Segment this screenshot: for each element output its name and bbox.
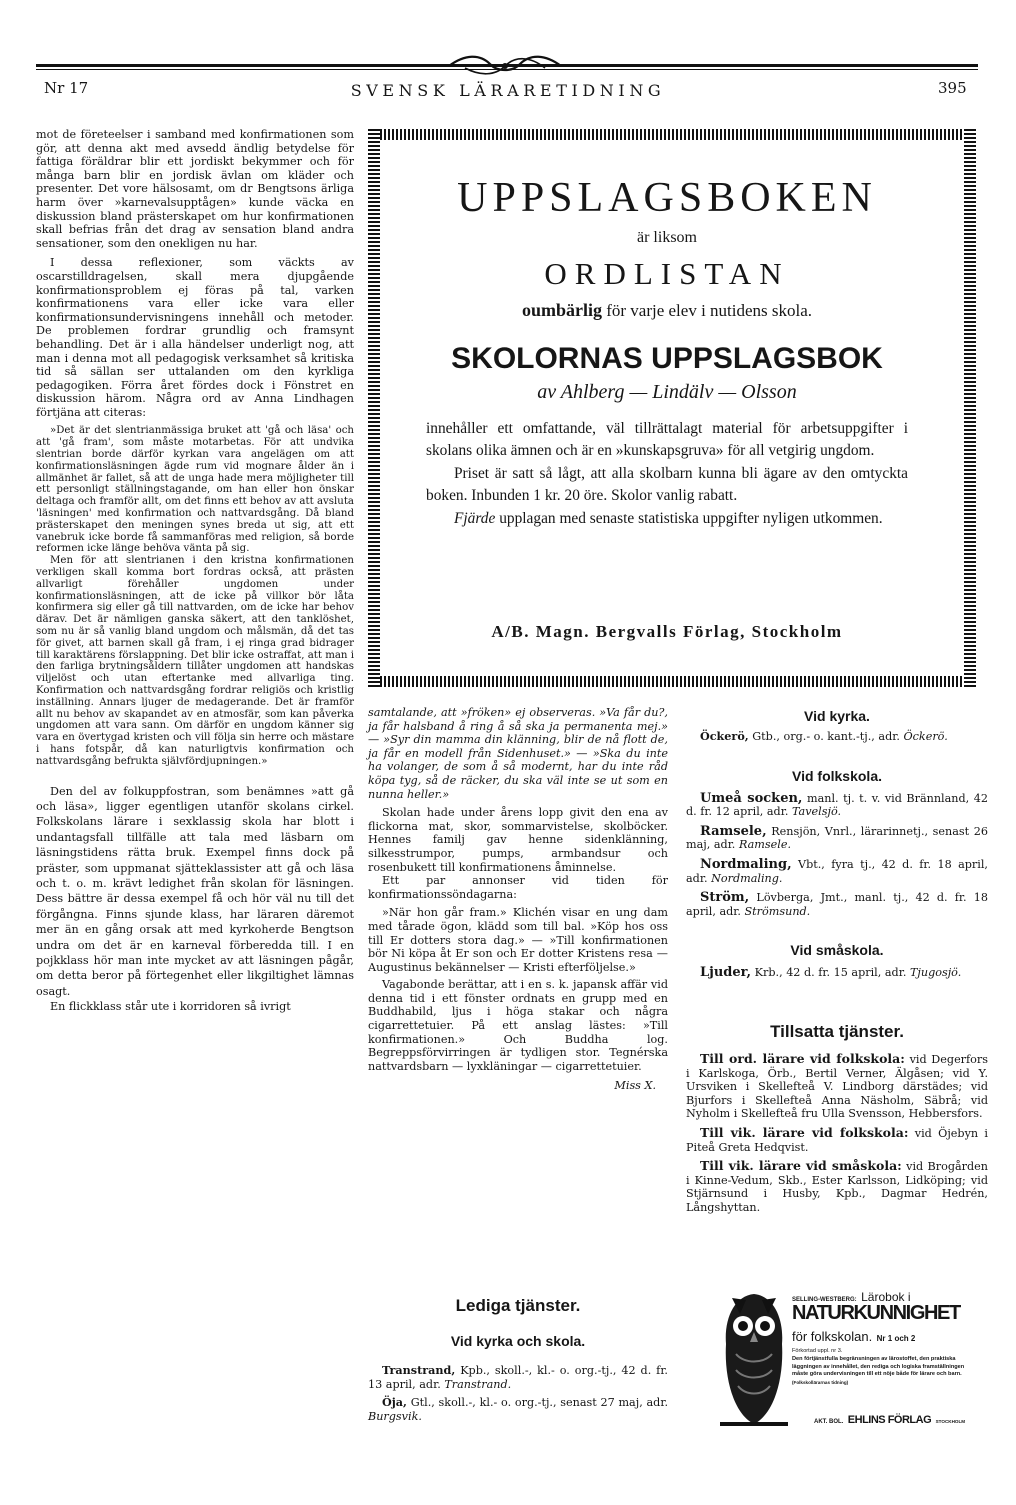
vacancy-entry	[686, 730, 988, 744]
kyrka-skola-heading	[368, 1333, 668, 1349]
entry-text: manl. tj. t. v. vid Brännland, 42 d. fr. 12 april, adr.	[686, 791, 988, 819]
owl-ad-desc-text: Den förtjänstfulla begränsningen av lärostoffet, den praktiska läggningen av innehållet, den rediga och logiska framställningen måste göra undervisningen till ett nöje både för lärare och barn.	[792, 1356, 965, 1378]
entry-place: Öckerö,	[700, 729, 749, 743]
entry-text: Gtb., org.- o. kant.-tj., adr.	[752, 730, 900, 743]
vacancy-list	[368, 1364, 668, 1423]
entry-address: Transtrand.	[444, 1377, 512, 1391]
ad-title-2: ORDLISTAN	[544, 256, 790, 291]
appointment-label: Till vik. lärare vid folkskola:	[700, 1124, 909, 1140]
owl-ad-publisher-pre: AKT. BOL.	[814, 1419, 844, 1425]
entry-place: Nordmaling,	[700, 856, 792, 872]
entry-address: Nordmaling.	[711, 871, 783, 885]
vacancy-entry	[686, 825, 988, 852]
owl-ad-publisher-city: STOCKHOLM	[935, 1419, 966, 1424]
ad-authors: av Ahlberg — Lindälv — Olsson	[537, 381, 797, 403]
paragraph: »När hon går fram.» Klichén visar en ung dam med tårade ögon, klädd som till bal. »Köp hos oss till Er dotters stora dag.» — »Till konfirmationen bör Ni köpa åt Er son och Er dotter Kristens resa — Augustinus bekännelser — Kristi efterföljelse.»	[368, 906, 668, 974]
entry-address: Burgsvik.	[368, 1409, 422, 1423]
entry-address: Öckerö.	[903, 730, 948, 743]
journal-title: SVENSK LÄRARETIDNING	[350, 81, 666, 100]
owl-ad-laro: Lärobok i	[861, 1290, 911, 1304]
entry-text: Lövberga, Jmt., manl. tj., 42 d. fr. 18 april, adr.	[686, 891, 989, 918]
middle-column	[368, 706, 668, 1093]
owl-ad-subtitle-line	[792, 1328, 915, 1346]
page-number: 395	[938, 79, 967, 97]
vacancy-entry	[686, 891, 988, 918]
ad-tag-bold: oumbärlig	[521, 300, 602, 320]
entry-place: Ramsele,	[700, 823, 767, 839]
quote-paragraph: »Det är det slentrianmässiga bruket att 'gå och läsa' och att 'gå fram', som måste motarbetas. För att undvika slentrian borde därför kyrkan vara angelägen om att konfirmationsläsningen ägde rum vid mognare ålder än i allmänhet är fallet, så att de unga hade mera möjligheter till ett personligt ställningstagande, om han eller hon önskar deltaga och framför allt, om det finns ett behov av att avsluta 'läsningen' med konfirmation och nattvardsgång. Då bland prästerskapet den meningen synes breda ut sig, att ett vanebruk icke borde få sammanföras med religion, så borde reformen icke länge behöva vänta på sig.	[36, 425, 354, 555]
entry-address: Strömsund.	[744, 904, 811, 918]
ad-title: UPPSLAGSBOKEN	[457, 175, 877, 221]
entry-address: Tavelsjö.	[791, 805, 842, 819]
ad-body-3-text: upplagan med senaste statistiska uppgifter nyligen utkommen.	[499, 509, 883, 527]
ad-body	[426, 418, 908, 530]
paragraph: Den del av folkuppfostran, som benämnes »att gå och läsa», ligger egentligen utanför skolans cirkel. Folkskolans lärare i sexklassig skola har blott i undantagsfall tillfälle att tala med läsbarn om läsningstidens rätta bruk. Exempel finns dock på präster, som uppmanat sjätteklassister att gå och läsa och t. o. m. krävt ledighet från skolan för läsningen. Dess bättre är dessa exempel få och hör väl nu till det förgångna. Finns sjunde klass, har läraren däremot mer än en gång orsak att med kyrkoherde Bengtson undra om det är en karneval förberedda till. I en pojkklass hör man inte mycket av att läsningen pågår, om detta beror på förtegenhet eller likgiltighet lämnas osagt.	[36, 784, 354, 998]
owl-ad-publisher: EHLINS FÖRLAG	[847, 1414, 932, 1426]
smaskola-heading: Vid småskola.	[790, 942, 884, 959]
left-column	[36, 128, 354, 1015]
ad-line: är liksom	[637, 229, 697, 246]
paragraph: Vagabonde berättar, att i en s. k. japansk affär vid denna tid i ett fönster ordnats en grupp med en Buddhabild, ljus i höga stakar och några cigarrettetuier. På ett anslag lästes: »Till konfirmationen.» Och Buddha log. Begreppsförvirringen är tydligen stor. Tegnérska nattvardsbarn — lyxkläningar — cigarrettetuier.	[368, 978, 668, 1073]
entry-place: Ström,	[700, 890, 750, 906]
ad-title-3: SKOLORNAS UPPSLAGSBOK	[451, 342, 883, 375]
owl-ad-edition: Förkortad uppl. nr 3.	[792, 1348, 843, 1354]
appointment-text: vid Brogården i Kinne-Vedum, Skb., Ester Karlsson, Lidköping; vid Stjärnsund i Husby, Kpb., Dagmar Hedrén, Långshyttan.	[686, 1160, 988, 1214]
owl-ad-subtitle: för folkskolan.	[792, 1329, 873, 1344]
entry-text: Krb., 42 d. fr. 15 april, adr.	[754, 966, 907, 980]
kyrka-skola-heading-text: Vid kyrka och skola.	[450, 1333, 586, 1349]
vacancy-entry	[368, 1396, 668, 1423]
naturkunnighet-ad	[706, 1280, 986, 1432]
entry-text: Kpb., skoll.-, kl.- o. org.-tj., 42 d. fr. 13 april, adr.	[368, 1364, 668, 1391]
tillsatta-heading: Tillsatta tjänster.	[770, 1021, 904, 1041]
quote-paragraph: Men för att slentrianen i den kristna konfirmationen verkligen skall komma bort fordras också, att prästen allvarligt förehåller ungdomen under konfirmationsläsningen, att de icke på villkor bör låta konfirmera sig eller gå till nattvarden, om de icke har behov därav. Det är nämligen ganska säkert, att den tanklöshet, som nu är så vanlig bland ungdom och målsmän, då det tas för givet, att barnen skall gå fram, i ej ringa grad bidrager till karaktärens förslappning. Det blir icke ostraffat, att man i den farliga brytningsåldern tillåter ungdomen att handskas viljelöst och utan eftertanke med allvarliga ting. Konfirmation och nattvardsgång fordrar religiös och kristlig inställning. Annars ljuger de medagerande. Det är framför allt nu behov av skapandet av en atmosfär, som kan påverka ungdomen att vara sann. Om därför en ungdom känner sig vara en övertygad kristen och vill följa sin herre och mästare i hans fotspår, då kan naturligtvis konfirmation och nattvardsgång befrukta självfördjupningen.»	[36, 555, 354, 767]
entry-place: Ljuder,	[700, 965, 752, 981]
lediga-heading	[368, 1296, 668, 1316]
paragraph: En flickklass står ute i korridoren så ivrigt	[50, 1000, 291, 1014]
paragraph: mot de företeelser i samband med konfirmationen som gör, att denna akt med avsedd ändlig betydelse för fattiga föräldrar blir ett jordiskt bekymmer och för många barn blir en jordisk ävlan om kläder och presenter. Det vore hälsosamt, om dr Bengtsons ärliga harm över »karnevalsupptågen» kunde väcka en diskussion bland prästerskapet om hur konfirmationen skall befrias från det drag av sensation bland andra sensationer, som den onekligen nu har.	[36, 128, 354, 250]
appointment-entry	[686, 1126, 988, 1154]
lediga-heading-text: Lediga tjänster.	[455, 1296, 581, 1315]
ad-body-3	[426, 508, 908, 530]
appointment-entry	[686, 1159, 988, 1214]
entry-address: Tjugosjö.	[909, 966, 962, 980]
kyrka-heading: Vid kyrka.	[804, 708, 870, 724]
owl-ad-authors: SELLING-WESTBERG:	[792, 1297, 857, 1303]
signature: Miss X.	[614, 1079, 656, 1093]
owl-ad-title: NATURKUNNIGHET	[792, 1302, 960, 1324]
appointment-text: vid Öjebyn i Piteå Greta Hedqvist.	[686, 1126, 988, 1154]
folkskola-heading: Vid folkskola.	[792, 767, 882, 784]
ad-border-right	[964, 129, 976, 687]
owl-ad-parts: Nr 1 och 2	[876, 1334, 916, 1343]
ad-edition: Fjärde	[454, 509, 496, 527]
paragraph: Ett par annonser vid tiden för konfirmationssöndagarna:	[368, 874, 668, 901]
ad-tag-rest: för varje elev i nutidens skola.	[606, 301, 813, 320]
entry-place: Transtrand,	[382, 1363, 456, 1377]
paragraph: Skolan hade under årens lopp givit den ena av flickorna mat, skor, sommarvistelse, skolböcker. Hennes familj gav henne sidenklänning, silkesstrumpor, pumps, armbandsur och rosenbukett till konfirmationens åminnelse.	[368, 806, 668, 874]
entry-text: Gtl., skoll.-, kl.- o. org.-tj., senast 27 maj, adr.	[410, 1396, 669, 1410]
vacancy-entry	[686, 966, 988, 980]
right-column	[686, 708, 988, 1214]
entry-place: Öja,	[382, 1395, 407, 1410]
entry-text: Vbt., fyra tj., 42 d. fr. 18 april, adr.	[686, 857, 988, 885]
vacancy-entry	[686, 792, 988, 819]
ad-border-bottom	[368, 676, 976, 687]
owl-ad-desc	[792, 1356, 980, 1387]
ad-border-left	[368, 129, 380, 687]
owl-ad-quote-source: (Folkskollärarnas tidning)	[792, 1379, 849, 1385]
owl-illustration-icon	[714, 1284, 794, 1430]
entry-place: Umeå socken,	[700, 790, 803, 806]
ad-publisher: A/B. Magn. Bergvalls Förlag, Stockholm	[491, 622, 843, 641]
ad-tagline	[390, 300, 944, 321]
appointment-label: Till ord. lärare vid folkskola:	[700, 1050, 905, 1066]
ornament-icon	[445, 52, 565, 80]
vacancy-entry	[368, 1364, 668, 1391]
issue-number: Nr 17	[44, 79, 89, 97]
appointment-entry	[686, 1052, 988, 1121]
appointment-label: Till vik. lärare vid småskola:	[700, 1158, 902, 1174]
owl-ad-publisher-line	[814, 1410, 965, 1428]
ad-body-2: Priset är satt så lågt, att alla skolbarn kunna bli ägare av den omtyckta boken. Inbunden 1 kr. 20 öre. Skolor vanlig rabatt.	[426, 464, 908, 505]
vacancy-entry	[686, 858, 988, 885]
ad-body-1: innehåller ett omfattande, väl tillrättalagt material för arbetsuppgifter i skolans olika ämnen och är en »kunskapsgruva» för all vetgirig ungdom.	[426, 420, 908, 460]
entry-text: Rensjön, Vnrl., lärarinnetj., senast 26 maj, adr.	[686, 824, 988, 852]
ad-border-top	[368, 129, 976, 140]
entry-address: Ramsele.	[738, 838, 792, 852]
paragraph: samtalande, att »fröken» ej observeras. »Va får du?, ja får halsband å ring å så ska ja permanenta mej.» — »Syr din mamma din klänning, blir de nå flott de, ja får en modell från Sidenhuset.» — »Ska du inte ha volanger, de som å så modernt, har du inte råd köpa tyg, så de räcker, du ska väl inte se ut som en nunna heller.»	[368, 706, 668, 801]
appointment-text: vid Degerfors i Karlskoga, Örb., Bertil Verner, Älgåsen; vid Y. Ursviken i Skellefteå V. Lindborg därstädes; vid Bjurfors i Skellefteå Anna Näsholm, Säbrå; vid Nyholm i Skellefteå fru Ulla Svensson, Hebbersfors.	[686, 1052, 988, 1121]
paragraph: I dessa reflexioner, som väckts av oscarstilldragelsen, skall mera djupgående konfirmationsproblem ej föras på tal, varken konfirmationens vara eller icke vara eller konfirmationsundervisningens innehåll och metoder. De problemen fordrar grundlig och framsynt behandling. Det är i alla händelser underligt nog, att man i denna mot all pedagogisk verksamhet så kritiska tid så sällan ser uttalanden om den kyrkliga pedagogiken. Förra året fördes dock i Fönstret en diskussion härom. Några ord av Anna Lindhagen förtjäna att citeras:	[36, 256, 354, 419]
